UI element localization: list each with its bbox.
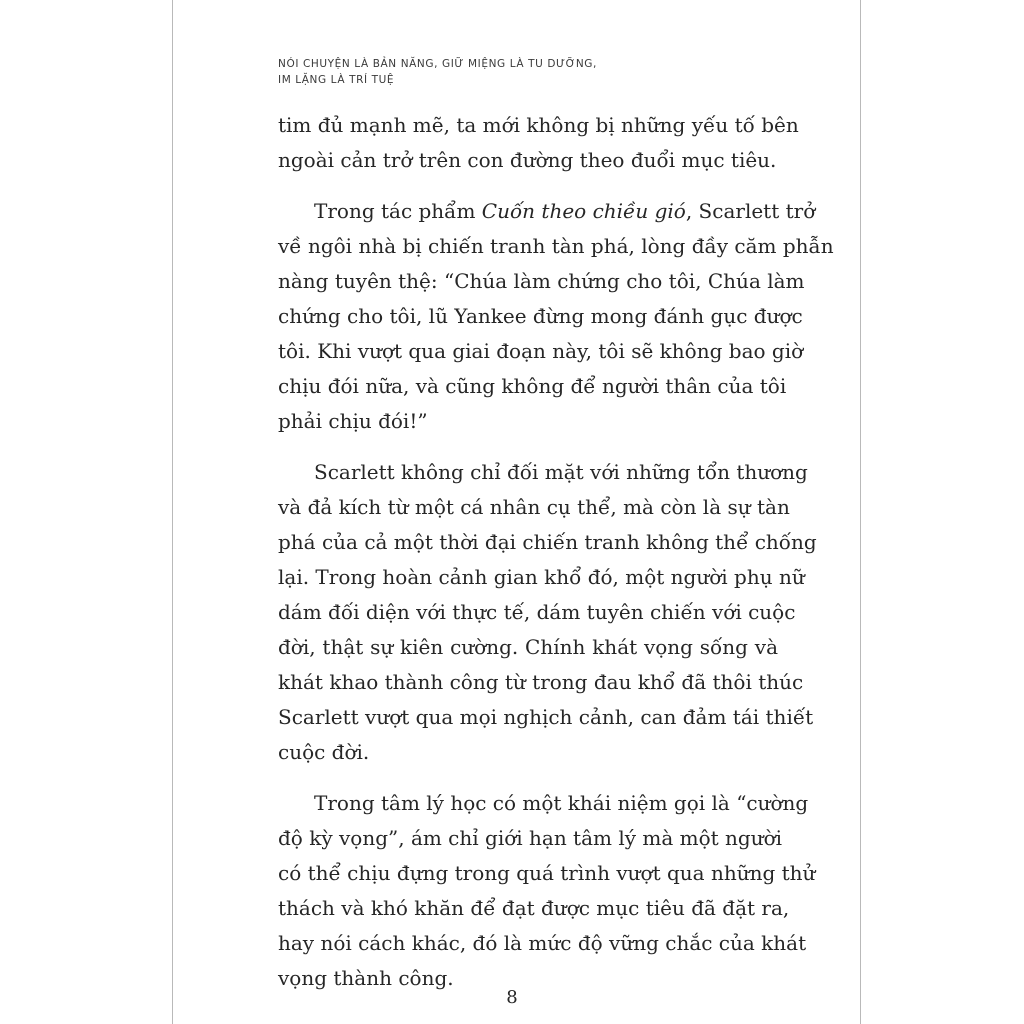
book-title: Cuốn theo chiều gió: [481, 199, 686, 223]
text-line: hay nói cách khác, đó là mức độ vững chắc của khát: [278, 931, 807, 955]
running-header: [278, 56, 798, 88]
text-line: đời, thật sự kiên cường. Chính khát vọng sống và: [278, 635, 778, 659]
text-line: Scarlett vượt qua mọi nghịch cảnh, can đảm tái thiết: [278, 705, 814, 729]
text-line: chịu đói nữa, và cũng không để người thân của tôi: [278, 374, 787, 398]
body-text: [278, 108, 834, 1012]
text-line: về ngôi nhà bị chiến tranh tàn phá, lòng đầy căm phẫn: [278, 234, 834, 258]
page-number: 8: [506, 987, 518, 1008]
text-line: khát khao thành công từ trong đau khổ đã thôi thúc: [278, 670, 804, 694]
text-line: thách và khó khăn để đạt được mục tiêu đã đặt ra,: [278, 896, 790, 920]
text-line: chứng cho tôi, lũ Yankee đừng mong đánh gục được: [278, 304, 803, 328]
paragraph-4: [278, 786, 816, 996]
text-line: [278, 194, 816, 229]
text-line: độ kỳ vọng”, ám chỉ giới hạn tâm lý mà một người: [278, 826, 783, 850]
text-line: có thể chịu đựng trong quá trình vượt qua những thử: [278, 861, 816, 885]
text-line: lại. Trong hoàn cảnh gian khổ đó, một người phụ nữ: [278, 565, 805, 589]
paragraph-3: [278, 455, 817, 770]
text-line: và đả kích từ một cá nhân cụ thể, mà còn là sự tàn: [278, 495, 790, 519]
text-line: ngoài cản trở trên con đường theo đuổi mục tiêu.: [278, 148, 777, 172]
text-line: Scarlett không chỉ đối mặt với những tổn thương: [314, 460, 808, 484]
paragraph-2: [278, 194, 834, 439]
text-run: Trong tác phẩm: [314, 199, 482, 223]
running-header-line-1: NÓI CHUYỆN LÀ BẢN NĂNG, GIỮ MIỆNG LÀ TU DƯỠNG,: [278, 58, 597, 70]
text-line: nàng tuyên thệ: “Chúa làm chứng cho tôi, Chúa làm: [278, 269, 805, 293]
text-run: , Scarlett trở: [685, 199, 816, 223]
text-line: tim đủ mạnh mẽ, ta mới không bị những yếu tố bên: [278, 113, 799, 137]
paragraph-1: [278, 108, 799, 178]
text-line: phá của cả một thời đại chiến tranh không thể chống: [278, 530, 817, 554]
text-line: dám đối diện với thực tế, dám tuyên chiến với cuộc: [278, 600, 796, 624]
page-left-edge: [172, 0, 173, 1024]
running-header-line-2: IM LẶNG LÀ TRÍ TUỆ: [278, 74, 395, 86]
text-line: tôi. Khi vượt qua giai đoạn này, tôi sẽ không bao giờ: [278, 339, 804, 363]
text-line: Trong tâm lý học có một khái niệm gọi là “cường: [314, 791, 809, 815]
text-line: cuộc đời.: [278, 740, 370, 764]
page-right-edge: [860, 0, 861, 1024]
text-line: phải chịu đói!”: [278, 409, 428, 433]
text-line: vọng thành công.: [278, 966, 454, 990]
